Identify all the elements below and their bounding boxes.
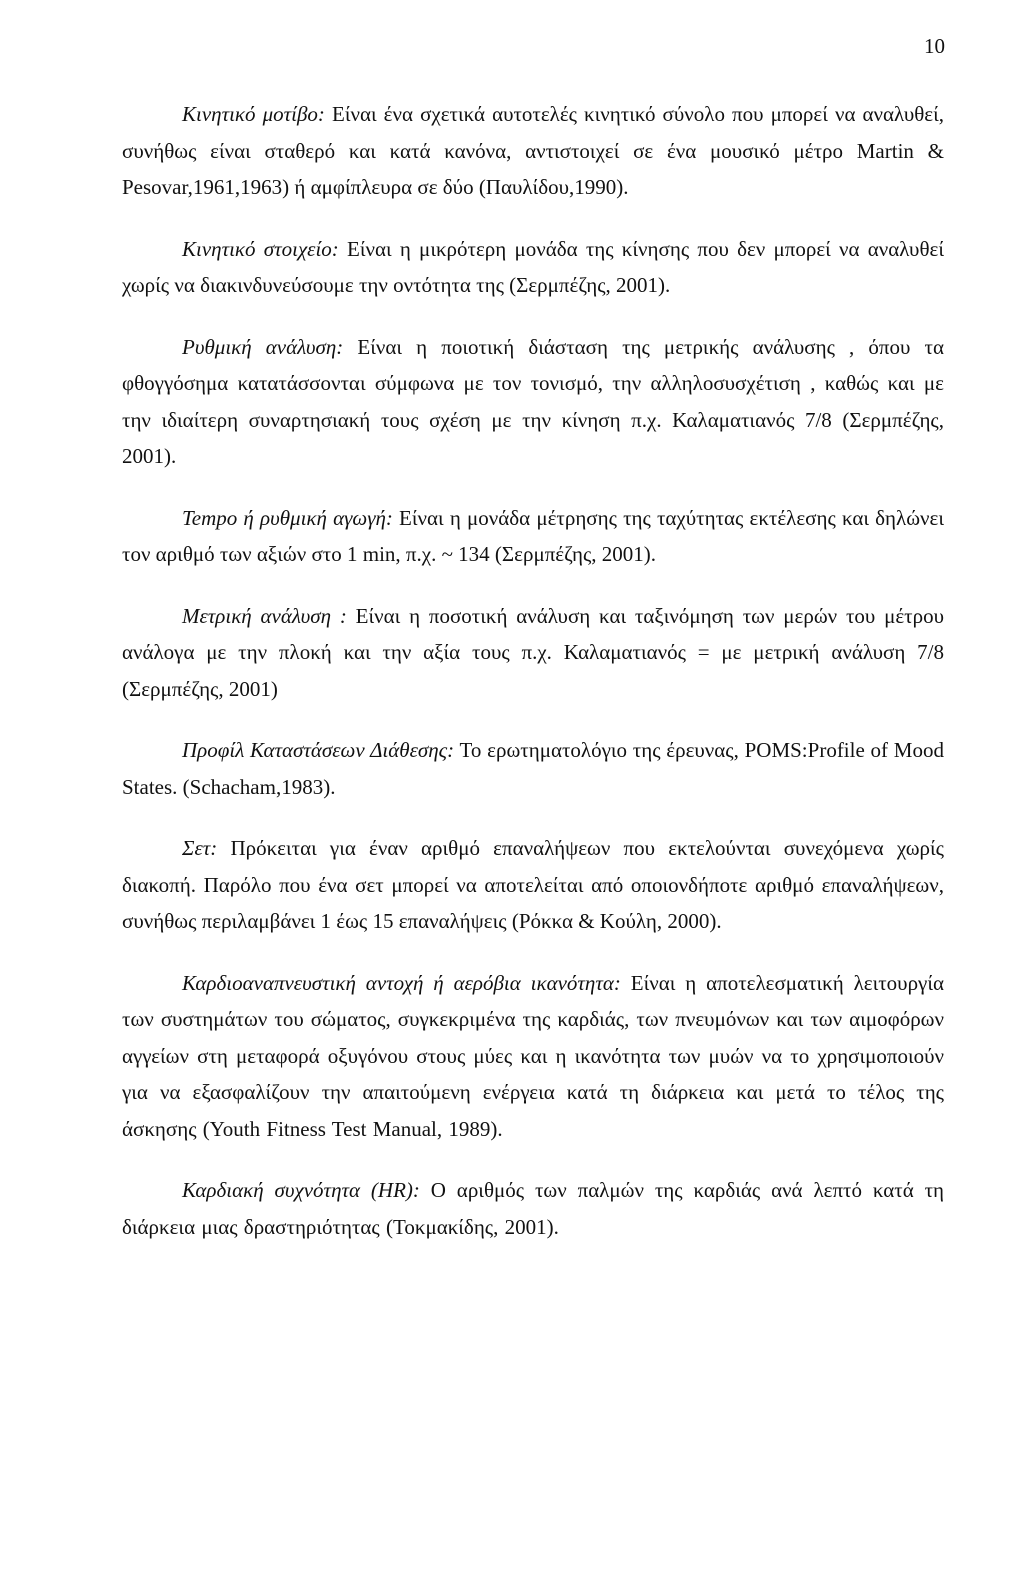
definition-metric-analysis bbox=[122, 598, 944, 708]
definition-term: Κινητικό μοτίβο: bbox=[182, 102, 325, 126]
definition-term: Κινητικό στοιχείο: bbox=[182, 236, 339, 261]
definition-text: Ο αριθμός των παλμών της καρδιάς ανά λεπτό κατά τη διάρκεια μιας δραστηριότητας (Τοκμακίδης, 2001). bbox=[122, 1178, 945, 1239]
definition-tempo bbox=[122, 500, 944, 573]
definition-term: Σετ: bbox=[182, 836, 218, 860]
definition-text: Είναι η αποτελεσματική λειτουργία των συστημάτων του σώματος, συγκεκριμένα της καρδιάς, των πνευμόνων και των αιμοφόρων αγγείων στη μεταφορά οξυγόνου στους μύες και η ικανότητα των μυών να το χρησιμοποιούν για να εξασφαλίζουν την απαιτούμενη ενέργεια κατά τη διάρκεια και μετά το τέλος της άσκησης (Youth Fitness Test Manual, 1989). bbox=[122, 970, 944, 1141]
definition-term: Προφίλ Καταστάσεων Διάθεσης: bbox=[182, 738, 455, 762]
definition-text: Είναι ένα σχετικά αυτοτελές κινητικό σύνολο που μπορεί να αναλυθεί, συνήθως είναι σταθερό και κατά κανόνα, αντιστοιχεί σε ένα μουσικό μέτρο Martin & Pesovar,1961,1963) ή αμφίπλευρα σε δύο (Παυλίδου,1990). bbox=[122, 102, 944, 199]
definition-term: Καρδιοαναπνευστική αντοχή ή αερόβια ικανότητα: bbox=[182, 970, 621, 995]
definition-text: Το ερωτηματολόγιο της έρευνας, POMS:Profile of Mood States. (Schacham,1983). bbox=[122, 738, 944, 799]
definition-term: Ρυθμική ανάλυση: bbox=[182, 334, 344, 359]
definition-rhythmic-analysis bbox=[122, 329, 944, 475]
definition-kinetic-motif bbox=[122, 96, 944, 206]
definition-term: Μετρική ανάλυση : bbox=[182, 603, 347, 628]
definition-mood-profile bbox=[122, 732, 944, 805]
definition-text: Είναι η ποιοτική διάσταση της μετρικής ανάλυσης , όπου τα φθογγόσημα κατατάσσονται σύμφωνα με τον τονισμό, την αλληλοσυσχέτιση , καθώς και με την ιδιαίτερη συναρτησιακή τους σχέση με την κίνηση π.χ. Καλαματιανός 7/8 (Σερμπέζης, 2001). bbox=[122, 334, 944, 468]
definition-text: Πρόκειται για έναν αριθμό επαναλήψεων που εκτελούνται συνεχόμενα χωρίς διακοπή. Παρόλο που ένα σετ μπορεί να αποτελείται από οποιονδήποτε αριθμό επαναλήψεων, συνήθως περιλαμβάνει 1 έως 15 επαναλήψεις (Ρόκκα & Κούλη, 2000). bbox=[122, 836, 944, 933]
definition-cardiorespiratory-endurance bbox=[122, 965, 944, 1148]
definition-term: Tempo ή ρυθμική αγωγή: bbox=[182, 505, 393, 530]
definition-text: Είναι η ποσοτική ανάλυση και ταξινόμηση των μερών του μέτρου ανάλογα με την πλοκή και την αξία τους π.χ. Καλαματιανός = με μετρική ανάλυση 7/8 (Σερμπέζης, 2001) bbox=[122, 603, 944, 701]
definition-text: Είναι η μικρότερη μονάδα της κίνησης που δεν μπορεί να αναλυθεί χωρίς να διακινδυνεύσουμε την οντότητα της (Σερμπέζης, 2001). bbox=[122, 236, 944, 297]
definition-text: Είναι η μονάδα μέτρησης της ταχύτητας εκτέλεσης και δηλώνει τον αριθμό των αξιών στο 1 min, π.χ. ~ 134 (Σερμπέζης, 2001). bbox=[122, 505, 945, 566]
document-body bbox=[122, 96, 944, 1270]
definition-set bbox=[122, 830, 944, 940]
page-number: 10 bbox=[924, 34, 945, 58]
definition-term: Καρδιακή συχνότητα (HR): bbox=[182, 1178, 420, 1202]
definition-kinetic-element bbox=[122, 231, 944, 304]
definition-heart-rate bbox=[122, 1172, 944, 1245]
